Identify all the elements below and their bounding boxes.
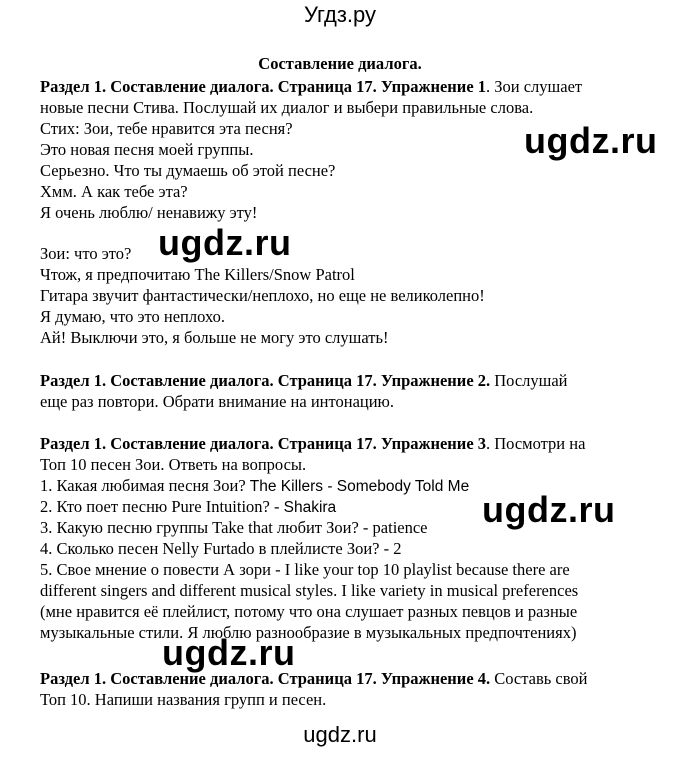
exercise-4-line2: Топ 10. Напиши названия групп и песен. bbox=[40, 690, 327, 709]
exercise-1-part2 bbox=[40, 243, 665, 348]
watermark: ugdz.ru bbox=[158, 222, 292, 263]
dialog-line: Это новая песня моей группы. bbox=[40, 140, 254, 159]
exercise-1-intro-line2: новые песни Стива. Послушай их диалог и выбери правильные слова. bbox=[40, 98, 534, 117]
dialog-line: Зои: что это? bbox=[40, 244, 132, 263]
page-title: Составление диалога. bbox=[258, 54, 422, 73]
exercise-2 bbox=[40, 370, 665, 412]
dialog-line: Стих: Зои, тебе нравится эта песня? bbox=[40, 119, 293, 138]
answer-5-line: музыкальные стили. Я люблю разнообразие в музыкальных предпочтениях) bbox=[40, 623, 577, 642]
site-header: Угдз.ру bbox=[303, 2, 377, 27]
watermark: ugdz.ru bbox=[162, 632, 296, 673]
exercise-4-heading: Раздел 1. Составление диалога. Страница 17. Упражнение 4. bbox=[40, 669, 491, 688]
dialog-line: Ай! Выключи это, я больше не могу это слушать! bbox=[40, 328, 389, 347]
question-3: 3. Какую песню группы Take that любит Зои? - patience bbox=[40, 518, 428, 537]
question-1-text: 1. Какая любимая песня Зои? bbox=[40, 476, 250, 495]
dialog-line: Я думаю, что это неплохо. bbox=[40, 307, 225, 326]
exercise-2-line2: еще раз повтори. Обрати внимание на интонацию. bbox=[40, 392, 395, 411]
exercise-1-intro-text: . Зои слушает bbox=[486, 77, 583, 96]
exercise-4 bbox=[40, 668, 665, 710]
watermark: ugdz.ru bbox=[524, 120, 658, 161]
exercise-3 bbox=[40, 433, 665, 643]
dialog-line: Хмм. А как тебе эта? bbox=[40, 182, 188, 201]
dialog-line: Гитара звучит фантастически/неплохо, но еще не великолепно! bbox=[40, 286, 485, 305]
exercise-4-text: Составь свой bbox=[490, 669, 588, 688]
exercise-2-heading: Раздел 1. Составление диалога. Страница 17. Упражнение 2. bbox=[40, 371, 491, 390]
answer-5-line: different singers and different musical styles. I like variety in musical preferences bbox=[40, 581, 579, 600]
exercise-3-intro bbox=[40, 433, 665, 454]
dialog-line: Я очень люблю/ ненавижу эту! bbox=[40, 203, 258, 222]
exercise-3-heading: Раздел 1. Составление диалога. Страница 17. Упражнение 3 bbox=[40, 434, 487, 453]
exercise-1-intro bbox=[40, 76, 665, 97]
exercise-3-line2: Топ 10 песен Зои. Ответь на вопросы. bbox=[40, 455, 307, 474]
exercise-4-intro bbox=[40, 668, 665, 689]
question-5: 5. Свое мнение о повести А зори - I like your top 10 playlist because there are bbox=[40, 560, 570, 579]
exercise-1-heading: Раздел 1. Составление диалога. Страница 17. Упражнение 1 bbox=[40, 77, 487, 96]
question-2-text: 2. Кто поет песню Pure Intuition? - bbox=[40, 497, 284, 516]
answer-1: The Killers - Somebody Told Me bbox=[249, 478, 470, 495]
answer-2: Shakira bbox=[283, 499, 337, 516]
exercise-2-text: Послушай bbox=[490, 371, 568, 390]
dialog-line: Серьезно. Что ты думаешь об этой песне? bbox=[40, 161, 336, 180]
exercise-3-text: . Посмотри на bbox=[486, 434, 586, 453]
question-4: 4. Сколько песен Nelly Furtado в плейлисте Зои? - 2 bbox=[40, 539, 402, 558]
exercise-2-intro bbox=[40, 370, 665, 391]
watermark: ugdz.ru bbox=[482, 489, 616, 530]
dialog-line: Чтож, я предпочитаю The Killers/Snow Patrol bbox=[40, 265, 355, 284]
site-footer: ugdz.ru bbox=[303, 722, 377, 747]
answer-5-line: (мне нравится её плейлист, потому что она слушает разных певцов и разные bbox=[40, 602, 578, 621]
